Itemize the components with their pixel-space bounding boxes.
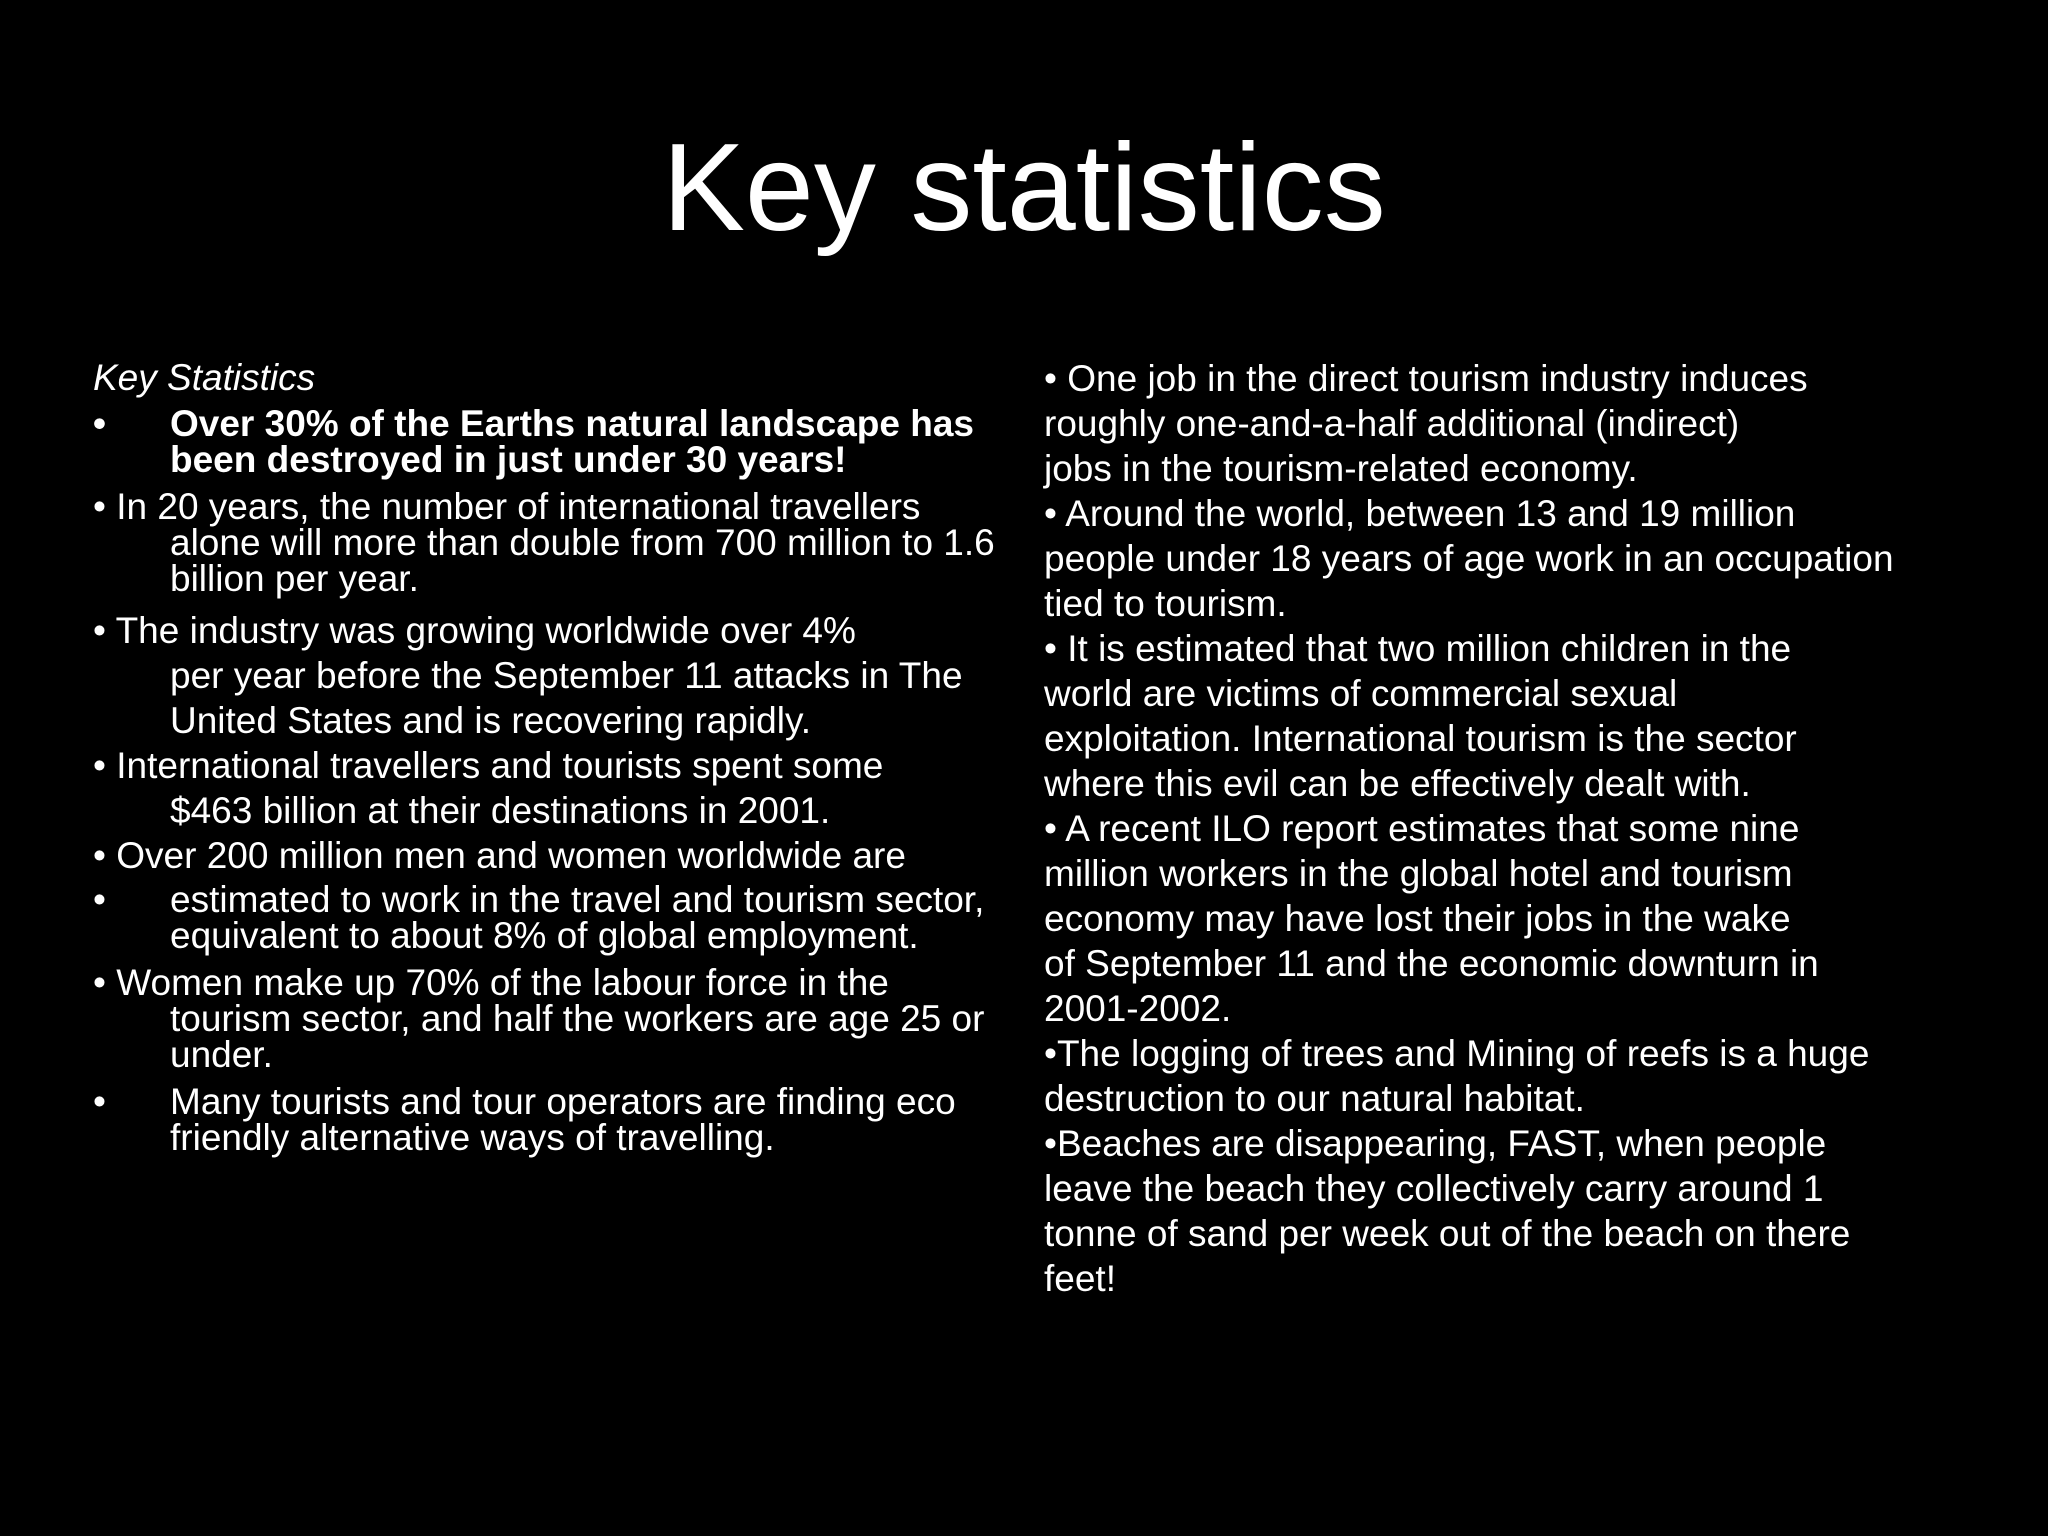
left-item-eco-text: Many tourists and tour operators are finding eco friendly alternative ways of travelling.: [170, 1081, 956, 1158]
bullet: •: [93, 879, 106, 920]
left-item-spending: [93, 743, 1023, 833]
right-column: [1044, 356, 1984, 1301]
right-item-child-labour: • Around the world, between 13 and 19 million people under 18 years of age work in an occupation tied to tourism.: [1044, 493, 1894, 624]
left-item-women: [93, 962, 1023, 1075]
left-item-workforce: [93, 833, 1023, 878]
left-column: [93, 356, 1023, 1167]
left-item-travellers: [93, 486, 1023, 599]
left-item-travellers-continuation: alone will more than double from 700 million to 1.6 billion per year.: [170, 522, 995, 599]
right-item-jobs: • One job in the direct tourism industry induces roughly one-and-a-half additional (indirect) jobs in the tourism-related economy.: [1044, 358, 1808, 489]
right-item-logging: •The logging of trees and Mining of reefs is a huge destruction to our natural habitat.: [1044, 1033, 1870, 1119]
left-item-travellers-first-line: • In 20 years, the number of international travellers: [93, 486, 921, 527]
right-item-exploitation: • It is estimated that two million children in the world are victims of commercial sexual exploitation. International tourism is the sector where this evil can be effectively dealt with.: [1044, 628, 1797, 804]
left-item-landscape: [93, 403, 1023, 480]
bullet: •: [93, 1081, 106, 1122]
left-heading: Key Statistics: [93, 357, 316, 398]
left-item-landscape-text: Over 30% of the Earths natural landscape has been destroyed in just under 30 years!: [170, 403, 975, 480]
left-item-industry-growth-first-line: • The industry was growing worldwide over 4%: [93, 610, 856, 651]
bullet: •: [93, 403, 106, 444]
slide-title: Key statistics: [662, 119, 1386, 257]
left-item-spending-first-line: • International travellers and tourists spent some: [93, 745, 884, 786]
left-item-women-continuation: tourism sector, and half the workers are age 25 or under.: [170, 998, 985, 1075]
right-item-beaches: •Beaches are disappearing, FAST, when people leave the beach they collectively carry around 1 tonne of sand per week out of the beach on there feet!: [1044, 1123, 1851, 1299]
left-item-spending-continuation: $463 billion at their destinations in 2001.: [170, 790, 831, 831]
left-item-employment-text: estimated to work in the travel and tourism sector, equivalent to about 8% of global employment.: [170, 879, 985, 956]
left-item-industry-growth-continuation: per year before the September 11 attacks in The United States and is recovering rapidly.: [170, 655, 963, 741]
left-item-industry-growth: [93, 608, 1023, 743]
left-item-eco: [93, 1081, 1023, 1158]
right-item-ilo-report: • A recent ILO report estimates that some nine million workers in the global hotel and tourism economy may have lost their jobs in the wake of September 11 and the economic downturn in 2001-2002.: [1044, 808, 1819, 1029]
left-item-women-first-line: • Women make up 70% of the labour force in the: [93, 962, 889, 1003]
left-item-workforce-first-line: • Over 200 million men and women worldwide are: [93, 835, 906, 876]
left-item-employment: [93, 879, 1023, 956]
